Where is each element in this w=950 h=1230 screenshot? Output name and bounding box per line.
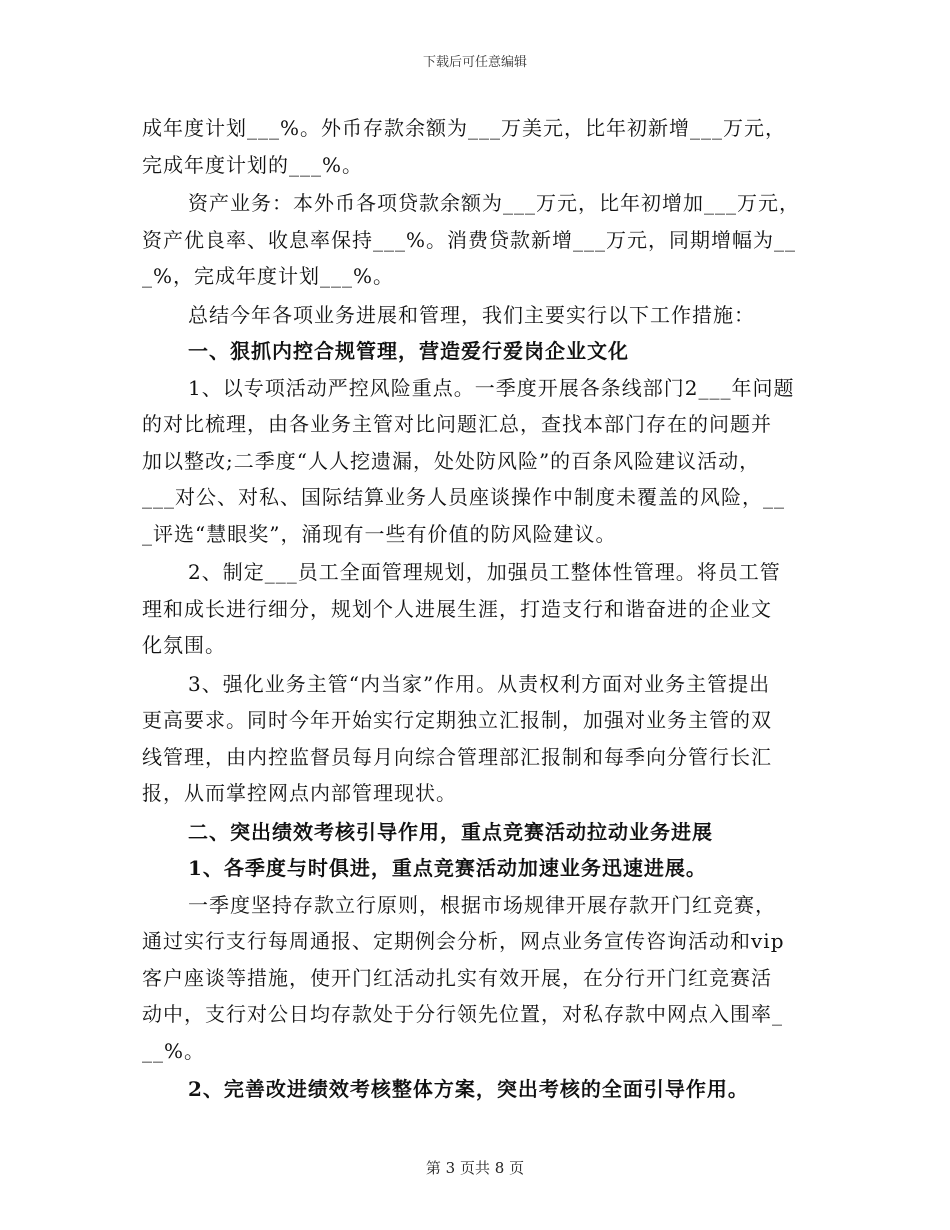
text-line: 化氛围。 [142, 633, 226, 657]
paragraph-item-1-3: 3、强化业务主管“内当家”作用。从责权利方面对业务主管提出 [188, 671, 771, 696]
text-line: 成年度计划___%。外币存款余额为___万美元，比年初新增___万元， [142, 116, 787, 140]
section-heading-2: 二、突出绩效考核引导作用，重点竞赛活动拉动业务进展 [188, 819, 713, 844]
text-line: 报，从而掌控网点内部管理现状。 [142, 781, 457, 805]
paragraph-item-2-1: 一季度坚持存款立行原则，根据市场规律开展存款开门红竞赛， [188, 892, 776, 917]
text-line: 加以整改;二季度“人人挖遗漏，处处防风险”的百条风险建议活动， [142, 448, 761, 473]
paragraph-item-1-2: 2、制定___员工全面管理规划，加强员工整体性管理。将员工管 [188, 560, 781, 584]
page-footer: 第 3 页共 8 页 [425, 1159, 525, 1177]
section-heading-1: 一、狠抓内控合规管理，营造爱行爱岗企业文化 [188, 339, 629, 363]
subsection-heading-2-1: 1、各季度与时俱进，重点竞赛活动加速业务迅速进展。 [188, 856, 707, 880]
text-line: 更高要求。同时今年开始实行定期独立汇报制，加强对业务主管的双 [142, 708, 772, 732]
text-line: _%，完成年度计划___%。 [142, 264, 395, 288]
page-header: 下载后可任意编辑 [422, 55, 527, 70]
text-line: _评选“慧眼奖”，涌现有一些有价值的防风险建议。 [142, 521, 617, 546]
text-line: 线管理，由内控监督员每月向综合管理部汇报制和每季向分管行长汇 [142, 744, 772, 769]
paragraph-asset-business: 资产业务：本外币各项贷款余额为___万元，比年初增加___万元， [188, 191, 800, 215]
text-line: 动中，支行对公日均存款处于分行领先位置，对私存款中网点入围率_ [142, 1002, 783, 1026]
text-line: 理和成长进行细分，规划个人进展生涯，打造支行和谐奋进的企业文 [142, 596, 772, 621]
document-body [142, 110, 812, 1108]
text-line: 客户座谈等措施，使开门红活动扎实有效开展，在分行开门红竞赛活 [142, 965, 772, 990]
text-line: 资产优良率、收息率保持___%。消费贷款新增___万元，同期增幅为__ [142, 227, 797, 252]
text-line: 完成年度计划的___%。 [142, 152, 364, 177]
paragraph-summary: 总结今年各项业务进展和管理，我们主要实行以下工作措施： [188, 302, 755, 327]
subsection-heading-2-2: 2、完善改进绩效考核整体方案，突出考核的全面引导作用。 [188, 1077, 749, 1101]
text-line: 通过实行支行每周通报、定期例会分析，网点业务宣传咨询活动和vip [142, 929, 785, 953]
paragraph-item-1-1: 1、以专项活动严控风险重点。一季度开展各条线部门2___年问题 [188, 375, 795, 400]
text-line: 的对比梳理，由各业务主管对比问题汇总，查找本部门存在的问题并 [142, 412, 772, 436]
text-line: __%。 [142, 1038, 206, 1063]
text-line: ___对公、对私、国际结算业务人员座谈操作中制度未覆盖的风险，__ [142, 485, 785, 509]
